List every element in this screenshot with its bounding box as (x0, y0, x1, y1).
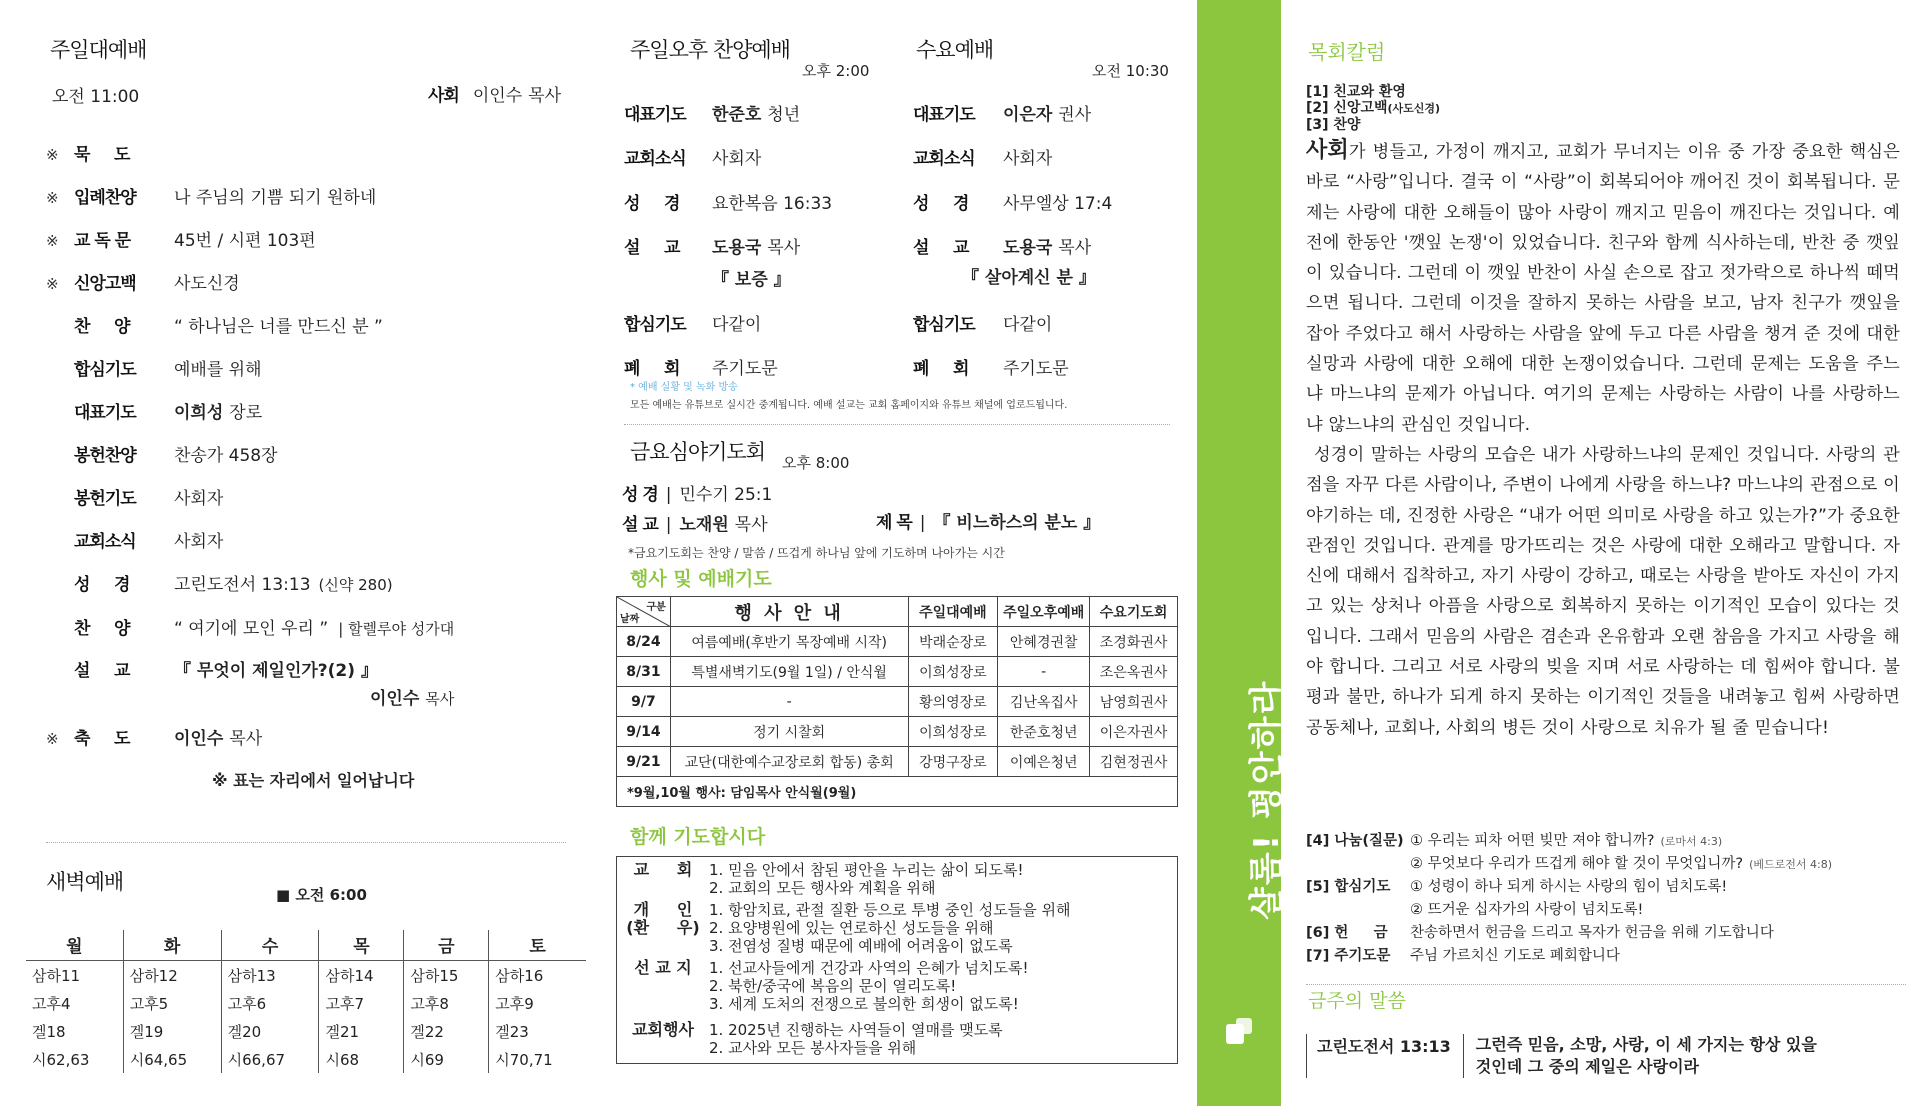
column-lead: 사회 (1306, 138, 1349, 163)
events-title: 행사 및 예배기도 (630, 568, 772, 590)
order-item: 찬 양 “ 여기에 모인 우리 ” | 할렐루야 성가대 (74, 619, 455, 639)
table-row: *9월,10월 행사: 담임목사 안식월(9월) (617, 777, 1178, 807)
sunday-host (428, 81, 561, 106)
dawn-table (26, 930, 586, 1073)
day-header: 화 (123, 930, 221, 961)
friday-note: *금요기도회는 찬양 / 말씀 / 뜨겁게 하나님 앞에 기도하며 나아가는 시간 (628, 546, 1005, 560)
friday-title: 금요심야기도회 (630, 440, 766, 464)
divider (46, 842, 566, 843)
wednesday-sermon-title: 『 살아계신 분 』 (962, 268, 1096, 288)
host-label: 사회 (428, 86, 459, 106)
order-item: ※ 묵 도 (46, 145, 130, 165)
table-row: 시62,63 시64,65 시66,67 시68 시69 시70,71 (26, 1045, 586, 1073)
day-header: 금 (404, 930, 489, 961)
dawn-title: 새벽예배 (46, 870, 124, 894)
prayer-title: 함께 기도합시다 (630, 826, 766, 848)
friday-time: 오후 8:00 (782, 454, 850, 472)
column-p1: 가 병들고, 가정이 깨지고, 교회가 무너지는 이유 중 가장 중요한 핵심은 바로 “사랑”입니다. 결국 이 “사랑”이 회복되어야 깨어진 것이 회복됩니다. 문제는 사랑에 대한 오해들이 많아 사랑이 깨지고 믿음이 깨진다는 것입니다. 예전에 한동안 '깻잎 논쟁'이 있었습니다. 친구와 함께 식사하는데, 반찬 중 깻잎이 있습니다. 그런데 이 깻잎 반찬이 사실 손으로 잡고 젓가락으로 하나씩 떼먹으면 됩니다. 그런데 이것을 잘하지 못하는 사람을 보고, 남자 친구가 깻잎을 잡아 주었다고 해서 사랑하는 사람을 앞에 두고 다른 사람을 챙겨 준 것에 대한 실망과 사랑에 대한 오해에 대한 논쟁이었습니다. 그런데 문제는 도움을 주느냐 마느냐의 문제가 아닙니다. 여기의 문제는 사랑하는 사람이 나를 사랑하느냐 않느냐의 관심인 것입니다. (1306, 142, 1900, 435)
order-item: 대표기도 이희성 장로 (74, 403, 263, 423)
afternoon-sermon-title: 『 보증 』 (712, 270, 791, 290)
prayer-group: 선 교 지 1. 선교사들에게 건강과 사역의 은혜가 넘치도록! 2. 북한/중국에 복음의 문이 열리도록! 3. 세계 도처의 전쟁으로 불의한 희생이 없도록! (634, 958, 1029, 1013)
order-item: ※ 신앙고백 사도신경 (46, 274, 240, 294)
events-col-header: 수요기도회 (1090, 597, 1178, 627)
verse-text: 그런즉 믿음, 소망, 사랑, 이 세 가지는 항상 있을 것인데 그 중의 제일은 사랑이라 (1463, 1034, 1817, 1078)
day-header: 토 (489, 930, 586, 961)
corner-cell: 구분 날짜 (617, 597, 671, 627)
stream-desc: 모든 예배는 유튜브로 실시간 중계됩니다. 예배 설교는 교회 홈페이지와 유튜브 채널에 업로드됩니다. (630, 400, 1068, 411)
table-row: 겔18 겔19 겔20 겔21 겔22 겔23 (26, 1017, 586, 1045)
column-title: 목회칼럼 (1308, 40, 1386, 64)
host-title: 목사 (528, 86, 561, 106)
sunday-title: 주일대예배 (50, 38, 147, 62)
order-item: 봉헌찬양 찬송가 458장 (74, 446, 278, 466)
wednesday-time: 오전 10:30 (1092, 62, 1169, 80)
prayer-group: 개 인 (환 우) 1. 항암치료, 관절 질환 등으로 투병 중인 성도들을 위해 2. 요양병원에 있는 연로하신 성도들을 위해 3. 전염성 질병 때문에 예배에 어려움이 없도록 (626, 900, 1071, 955)
prayer-box (616, 856, 1178, 1064)
band-slogan: 샬롬! 평안하라 (1247, 679, 1287, 920)
benediction: ※ 축 도 이인수 목사 (46, 729, 263, 749)
prayer-group: 교 회 1. 믿음 안에서 참된 평안을 누리는 삶이 되도록! 2. 교회의 모든 행사와 계획을 위해 (633, 860, 1024, 897)
logo-icon (1222, 1016, 1256, 1050)
order-item: ※ 입례찬양 나 주님의 기쁨 되기 원하네 (46, 188, 377, 208)
order-item: 찬 양 “ 하나님은 너를 만드신 분 ” (74, 317, 383, 337)
afternoon-time: 오후 2:00 (802, 62, 870, 80)
table-row: 9/21 교단(대한예수교장로회 합동) 총회 강명구장로 이예은청년 김현정권사 (617, 747, 1178, 777)
table-row: 삼하11 삼하12 삼하13 삼하14 삼하15 삼하16 (26, 961, 586, 990)
table-row: 9/7 - 황의영장로 김난옥집사 남영희권사 (617, 687, 1178, 717)
prayer-group: 교회행사 1. 2025년 진행하는 사역들이 열매를 맺도록 2. 교사와 모든 봉사자들을 위해 (632, 1020, 1003, 1057)
day-header: 수 (221, 930, 319, 961)
order-item: 성 경 고린도전서 13:13 (신약 280) (74, 575, 393, 595)
events-col-header: 행 사 안 내 (670, 597, 908, 627)
divider (624, 424, 1170, 425)
order-item: 설 교 『 무엇이 제일인가?(2) 』 (74, 661, 378, 681)
order-item: ※ 교 독 문 45번 / 시편 103편 (46, 231, 316, 251)
column-p2: 성경이 말하는 사랑의 모습은 내가 사랑하느냐의 문제인 것입니다. 사랑의 관점을 자꾸 다른 사람이나, 주변이 나에게 사랑을 하느냐? 마느냐의 관점으로 이야기하는 데, 진정한 사랑은 “내가 어떤 의미로 사랑을 하고 있는가?”가 중요한 관점인 것입니다. 관계를 망가뜨리는 것은 사랑에 대한 오해라고 말합니다. 자신에 대해서 집착하고, 자기 사랑이 강하고, 때로는 사랑을 받아도 자신이 가지고 있는 상처나 아픔을 사랑으로 회복하지 못하는 이기적인 모습이 있다는 것입니다. 그래서 믿음의 사람은 겸손과 온유함과 오랜 참음을 가지고 사랑을 해야 합니다. 그리고 서로 사랑의 빚을 지며 서로 사랑하는 데 힘써야 합니다. 불평과 불만, 하나가 되게 하지 못하는 이기적인 것들을 내려놓고 힘써 사랑하면 공동체나, 교회나, 사회의 병든 것이 사랑으로 치유가 될 줄 믿습니다! (1306, 444, 1900, 738)
stand-note: ※ 표는 자리에서 일어납니다 (212, 771, 415, 790)
divider (1306, 984, 1906, 985)
wednesday-title: 수요예배 (916, 38, 994, 62)
friday-topic: 제 목 | 『 비느하스의 분노 』 (876, 513, 1101, 533)
afternoon-title: 주일오후 찬양예배 (630, 38, 790, 62)
host-name: 이인수 (472, 86, 523, 106)
order-item: 봉헌기도 사회자 (74, 489, 224, 509)
order-item: 합심기도 예배를 위해 (74, 360, 262, 380)
stream-note: * 예배 실황 및 녹화 방송 (630, 382, 738, 393)
events-table (616, 596, 1178, 807)
column-body (1306, 136, 1900, 743)
column-questions: [4] 나눔(질문) ① 우리는 피차 어떤 빚만 져야 합니까? (로마서 4:3) ② 무엇보다 우리가 뜨겁게 해야 할 것이 무엇입니까? (베드로전서 4:8) [5] 합심기도 ① 성령이 하나 되게 하시는 사랑의 힘이 넘치도록! ② 뜨거운 십자가의 사랑이 넘치도록! [6] 헌 금 찬송하면서 헌금을 드리고 목자가 헌금을 위해 기도합니다 [7] 주기도문 주님 가르치신 기도로 폐회합니다 (1306, 833, 1833, 964)
table-row: 9/14 정기 시찰회 이희성장로 한준호청년 이은자권사 (617, 717, 1178, 747)
sermon-preacher: 이인수 목사 (370, 689, 455, 709)
column-order: [1] 친교와 환영 [2] 신앙고백(사도신경) [3] 찬양 (1306, 84, 1441, 133)
verse-title: 금주의 말씀 (1308, 990, 1406, 1012)
day-header: 목 (319, 930, 404, 961)
green-band (1197, 0, 1281, 1106)
events-col-header: 주일대예배 (908, 597, 998, 627)
order-item: 교회소식 사회자 (74, 532, 224, 552)
dawn-time: ■ 오전 6:00 (276, 886, 367, 904)
friday-scripture: 성 경 | 민수기 25:1 (622, 485, 773, 505)
day-header: 월 (26, 930, 123, 961)
sunday-time: 오전 11:00 (52, 87, 140, 107)
friday-sermon: 설 교 | 노재원 목사 (622, 515, 768, 535)
verse-ref: 고린도전서 13:13 (1306, 1034, 1451, 1078)
table-row: 8/24 여름예배(후반기 목장예배 시작) 박래순장로 안혜경권찰 조경화권사 (617, 627, 1178, 657)
table-row: 고후4 고후5 고후6 고후7 고후8 고후9 (26, 989, 586, 1017)
verse-block (1306, 1034, 1817, 1078)
events-col-header: 주일오후예배 (998, 597, 1090, 627)
table-row: 8/31 특별새벽기도(9월 1일) / 안식월 이희성장로 - 조은옥권사 (617, 657, 1178, 687)
